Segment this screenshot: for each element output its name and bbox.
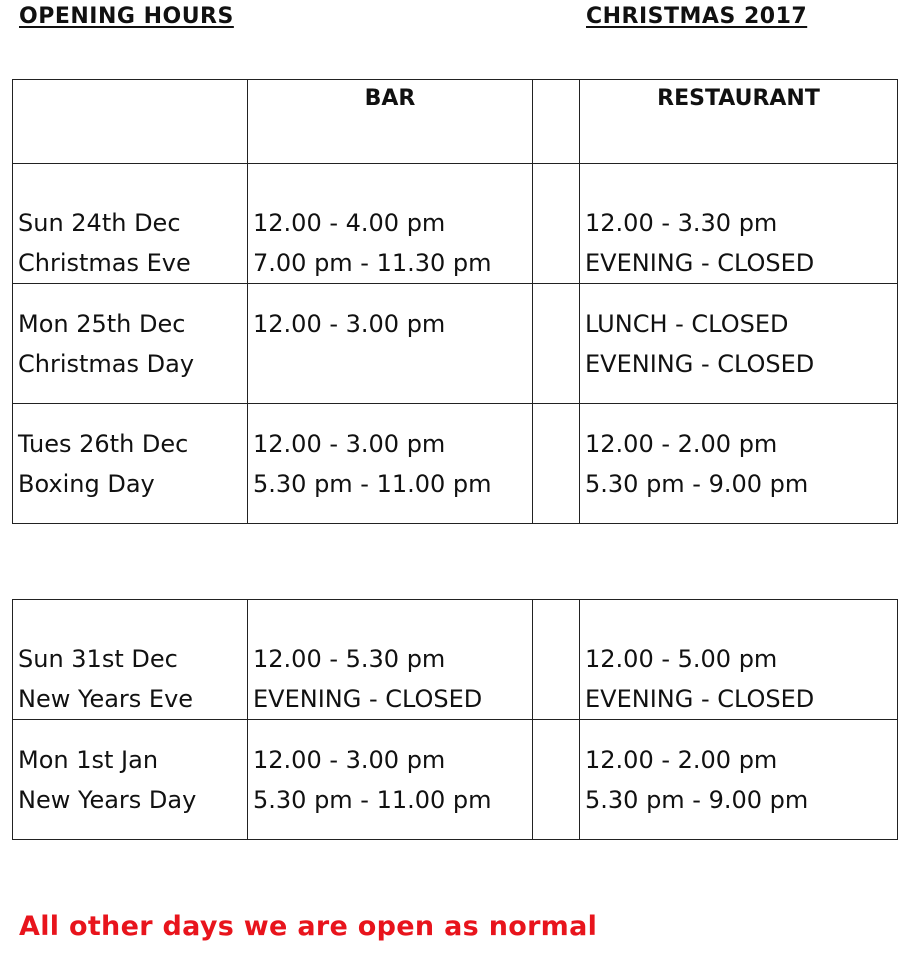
restaurant-hours-line: LUNCH - CLOSED <box>585 310 789 338</box>
new-year-hours-table <box>12 599 898 840</box>
restaurant-hours-cell <box>580 164 898 284</box>
restaurant-hours-line: EVENING - CLOSED <box>585 350 815 378</box>
day-label: Sun 31st Dec <box>18 645 178 673</box>
restaurant-hours-line: EVENING - CLOSED <box>585 249 815 277</box>
day-label: Sun 24th Dec <box>18 209 181 237</box>
restaurant-hours-line: 12.00 - 5.00 pm <box>585 645 778 673</box>
bar-hours-line: 12.00 - 3.00 pm <box>253 746 446 774</box>
bar-hours-cell <box>248 404 533 524</box>
day-label: Mon 25th Dec <box>18 310 186 338</box>
christmas-2017-heading: CHRISTMAS 2017 <box>586 4 808 29</box>
corner-cell <box>13 80 248 164</box>
normal-hours-note: All other days we are open as normal <box>19 911 598 942</box>
restaurant-hours-cell <box>580 600 898 720</box>
day-cell <box>13 284 248 404</box>
bar-hours-line: 12.00 - 3.00 pm <box>253 430 446 458</box>
restaurant-column-header: RESTAURANT <box>580 80 898 164</box>
occasion-label: New Years Day <box>18 786 197 814</box>
restaurant-hours-cell <box>580 720 898 840</box>
bar-hours-cell <box>248 600 533 720</box>
table-row <box>13 164 898 284</box>
day-cell <box>13 164 248 284</box>
bar-hours-line: 12.00 - 3.00 pm <box>253 310 446 338</box>
occasion-label: Christmas Day <box>18 350 195 378</box>
bar-hours-line <box>253 344 532 384</box>
bar-hours-line: 12.00 - 5.30 pm <box>253 645 446 673</box>
day-label: Mon 1st Jan <box>18 746 159 774</box>
restaurant-hours-line: 12.00 - 3.30 pm <box>585 209 778 237</box>
bar-hours-line: 12.00 - 4.00 pm <box>253 209 446 237</box>
bar-hours-cell <box>248 164 533 284</box>
bar-column-header: BAR <box>248 80 533 164</box>
spacer-cell <box>533 600 580 720</box>
table-row <box>13 284 898 404</box>
restaurant-hours-cell <box>580 284 898 404</box>
restaurant-hours-cell <box>580 404 898 524</box>
day-cell <box>13 720 248 840</box>
day-cell <box>13 600 248 720</box>
opening-hours-heading: OPENING HOURS <box>19 4 234 29</box>
table-row <box>13 404 898 524</box>
restaurant-hours-line: EVENING - CLOSED <box>585 685 815 713</box>
bar-hours-cell <box>248 720 533 840</box>
restaurant-hours-line: 5.30 pm - 9.00 pm <box>585 470 809 498</box>
bar-hours-line: 5.30 pm - 11.00 pm <box>253 786 492 814</box>
bar-hours-cell <box>248 284 533 404</box>
restaurant-hours-line: 12.00 - 2.00 pm <box>585 430 778 458</box>
table-header-row <box>13 80 898 164</box>
restaurant-hours-line: 12.00 - 2.00 pm <box>585 746 778 774</box>
occasion-label: Boxing Day <box>18 470 155 498</box>
occasion-label: Christmas Eve <box>18 249 191 277</box>
christmas-hours-table <box>12 79 898 524</box>
spacer-cell <box>533 284 580 404</box>
spacer-cell <box>533 404 580 524</box>
table-row <box>13 720 898 840</box>
occasion-label: New Years Eve <box>18 685 194 713</box>
restaurant-hours-line: 5.30 pm - 9.00 pm <box>585 786 809 814</box>
day-cell <box>13 404 248 524</box>
bar-hours-line: EVENING - CLOSED <box>253 685 483 713</box>
spacer-cell <box>533 80 580 164</box>
table-row <box>13 600 898 720</box>
spacer-cell <box>533 720 580 840</box>
bar-hours-line: 5.30 pm - 11.00 pm <box>253 470 492 498</box>
bar-hours-line: 7.00 pm - 11.30 pm <box>253 249 492 277</box>
day-label: Tues 26th Dec <box>18 430 189 458</box>
spacer-cell <box>533 164 580 284</box>
